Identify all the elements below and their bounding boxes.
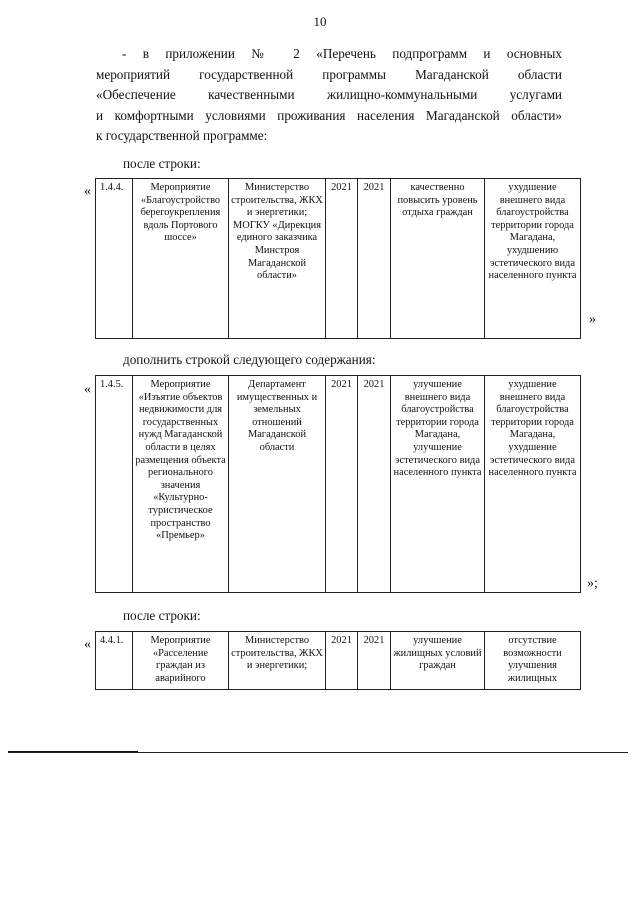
intro-line-1: - в приложении № 2 «Перечень подпрограмм и основных — [122, 46, 562, 61]
cell-result: качественно повысить уровень отдыха граждан — [391, 179, 485, 339]
cell-result: улучшение жилищных условий граждан — [391, 632, 485, 690]
table-row-1-4-5 — [95, 375, 581, 593]
cell-executor: Министерство строительства, ЖКХ и энергетики; МОГКУ «Дирекция единого заказчика Минстроя Магаданской области» — [229, 179, 326, 339]
quote-close-2: »; — [587, 576, 598, 591]
label-add-row: дополнить строкой следующего содержания: — [123, 352, 376, 367]
cell-executor: Департамент имущественных и земельных отношений Магаданской области — [229, 376, 326, 593]
footer-rule — [8, 752, 628, 753]
cell-executor: Министерство строительства, ЖКХ и энергетики; — [229, 632, 326, 690]
quote-close-1: » — [589, 312, 596, 327]
intro-line-4: и комфортными условиями проживания населения Магаданской области» — [96, 107, 562, 123]
quote-open-1: « — [84, 184, 91, 199]
cell-name: Мероприятие «Расселение граждан из аварийного — [133, 632, 229, 690]
cell-consequence: ухудшение внешнего вида благоустройства территории города Магадана, ухудшению эстетического вида населенного пункта — [485, 179, 581, 339]
page-number: 10 — [313, 14, 327, 29]
cell-start-year: 2021 — [326, 179, 358, 339]
cell-end-year: 2021 — [358, 179, 391, 339]
cell-num: 1.4.5. — [96, 376, 133, 593]
cell-start-year: 2021 — [326, 376, 358, 593]
cell-start-year: 2021 — [326, 632, 358, 690]
footer-rule-accent — [8, 751, 138, 752]
cell-result: улучшение внешнего вида благоустройства территории города Магадана, улучшение эстетического вида населенного пункта — [391, 376, 485, 593]
quote-open-2: « — [84, 382, 91, 397]
intro-line-2: мероприятий государственной программы Магаданской области — [96, 66, 562, 82]
intro-paragraph — [96, 44, 562, 147]
table-row-4-4-1 — [95, 631, 581, 690]
intro-line-5: к государственной программе: — [96, 128, 268, 143]
label-after-row-2: после строки: — [123, 608, 201, 623]
cell-end-year: 2021 — [358, 632, 391, 690]
label-after-row-1: после строки: — [123, 156, 201, 171]
cell-consequence: ухудшение внешнего вида благоустройства территории города Магадана, ухудшение эстетического вида населенного пункта — [485, 376, 581, 593]
table-row-1-4-4 — [95, 178, 581, 339]
cell-name: Мероприятие «Изъятие объектов недвижимости для государственных нужд Магаданской области в целях размещения объекта регионального значения «Культурно-туристическое пространство «Премьер» — [133, 376, 229, 593]
cell-consequence: отсутствие возможности улучшения жилищных — [485, 632, 581, 690]
cell-num: 1.4.4. — [96, 179, 133, 339]
quote-open-3: « — [84, 637, 91, 652]
cell-end-year: 2021 — [358, 376, 391, 593]
cell-num: 4.4.1. — [96, 632, 133, 690]
intro-line-3: «Обеспечение качественными жилищно-коммунальными услугами — [96, 87, 562, 102]
cell-name: Мероприятие «Благоустройство берегоукрепления вдоль Портового шоссе» — [133, 179, 229, 339]
